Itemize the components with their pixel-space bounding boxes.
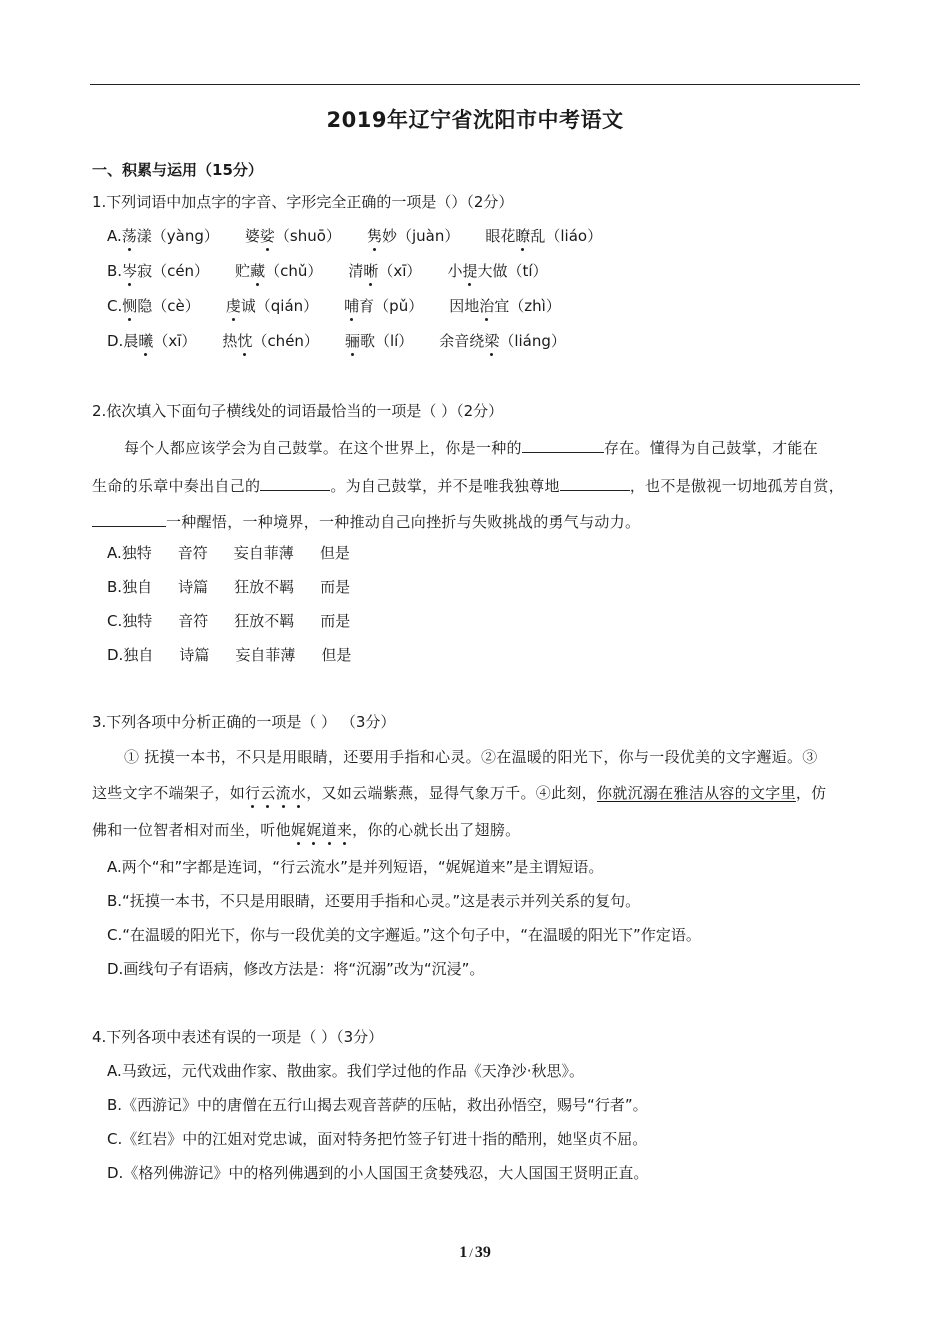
dotted-char: 来 [336,821,353,839]
fill-blank-4 [92,510,166,527]
q4-option-d: D.《格列佛游记》中的格列佛遇到的小人国国王贪婪残忍，大人国国王贤明正直。 [107,1164,649,1182]
q3-option-c: C.“在温暖的阳光下，你与一段优美的文字邂逅。”这个句子中，“在温暖的阳光下”作定语。 [107,926,701,944]
q4-option-b: B.《西游记》中的唐僧在五行山揭去观音菩萨的压帖，救出孙悟空，赐号“行者”。 [107,1096,648,1114]
q4-option-c: C.《红岩》中的江姐对党忠诚，面对特务把竹签子钉进十指的酷刑，她坚贞不屈。 [107,1130,648,1148]
total-pages: 39 [474,1244,491,1261]
dotted-char: 行 [245,784,261,802]
dotted-char: 娓 [306,821,322,839]
q3-passage-line-3: 佛和一位智者相对而坐，听他娓娓道来，你的心就长出了翅膀。 [92,821,521,839]
q2-stem: 2.依次填入下面句子横线处的词语最恰当的一项是（ ）（2分） [92,402,504,420]
q2-option-b: B.独自 诗篇 狂放不羁 而是 [107,578,351,596]
q2-option-d: D.独自 诗篇 妄自菲薄 但是 [107,646,352,664]
q1-stem: 1.下列词语中加点字的字音、字形完全正确的一项是（）（2分） [92,193,514,211]
q3-stem: 3.下列各项中分析正确的一项是（ ） （3分） [92,713,396,731]
dotted-phrase-2 [291,821,352,839]
q1-option-c: C.恻隐（cè） 虔诚（qián） 哺育（pǔ） 因地治宜（zhì） [107,297,561,315]
q4-option-a: A.马致远，元代戏曲作家、散曲家。我们学过他的作品《天净沙·秋思》。 [107,1062,585,1080]
page-number [0,1244,950,1262]
q3-option-a: A.两个“和”字都是连词，“行云流水”是并列短语，“娓娓道来”是主谓短语。 [107,858,604,876]
q2-option-a: A.独特 音符 妄自菲薄 但是 [107,544,350,562]
dotted-char: 流 [275,784,291,802]
q2-passage-line-1: 每个人都应该学会为自己鼓掌。在这个世界上，你是一种的 存在。懂得为自己鼓掌，才能在 [124,436,818,458]
q3-option-d: D.画线句子有语病，修改方法是：将“沉溺”改为“沉浸”。 [107,960,485,978]
dotted-char: 水 [290,784,307,802]
dotted-char: 娓 [290,821,307,839]
q1-option-a: A.荡漾（yàng） 婆娑（shuō） 隽妙（juàn） 眼花瞭乱（liáo） [107,227,603,245]
fill-blank-3 [560,474,630,491]
q1-option-b: B.岑寂（cén） 贮藏（chǔ） 清晰（xī） 小提大做（tí） [107,262,548,280]
q3-passage-line-1: ① 抚摸一本书，不只是用眼睛，还要用手指和心灵。②在温暖的阳光下，你与一段优美的文字邂逅。③ [124,748,818,766]
header-rule [90,84,860,85]
dotted-char: 道 [321,821,337,839]
q3-passage-line-2: 这些文字不端架子，如行云流水，又如云端紫燕，显得气象万千。④此刻，你就沉溺在雅洁从容的文字里，仿 [92,784,827,802]
underlined-sentence: 你就沉溺在雅洁从容的文字里 [596,784,796,802]
page-separator: / [469,1245,473,1260]
q2-option-c: C.独特 音符 狂放不羁 而是 [107,612,351,630]
current-page: 1 [459,1244,468,1261]
q4-stem: 4.下列各项中表述有误的一项是（ ）（3分） [92,1028,384,1046]
q2-passage-line-2: 生命的乐章中奏出自己的 。为自己鼓掌，并不是唯我独尊地 ，也不是傲视一切地孤芳自赏， [92,474,844,496]
q2-passage-line-3: 一种醒悟，一种境界，一种推动自己向挫折与失败挑战的勇气与动力。 [92,510,640,532]
q3-option-b: B.“抚摸一本书，不只是用眼睛，还要用手指和心灵。”这是表示并列关系的复句。 [107,892,641,910]
page-title: 2019年辽宁省沈阳市中考语文 [326,108,624,132]
q1-option-d: D.晨曦（xī） 热忱（chén） 骊歌（lí） 余音绕梁（liáng） [107,332,566,350]
fill-blank-2 [260,474,330,491]
dotted-char: 云 [260,784,276,802]
fill-blank-1 [522,436,604,453]
dotted-phrase-1 [245,784,306,802]
section-heading: 一、积累与运用（15分） [92,161,263,179]
